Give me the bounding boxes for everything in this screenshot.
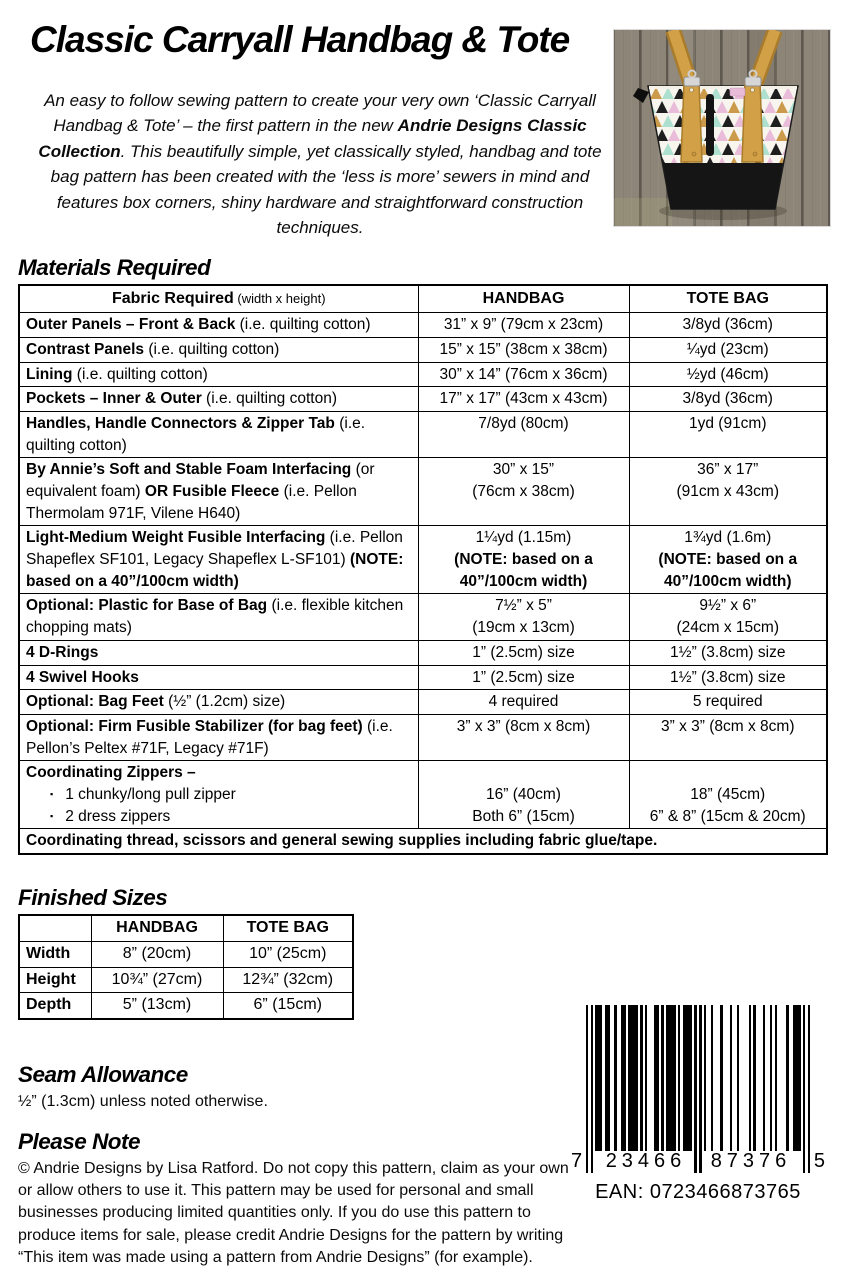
materials-row xyxy=(19,362,827,387)
material-tote-value: 1½” (3.8cm) size xyxy=(629,665,827,690)
materials-row xyxy=(19,665,827,690)
finished-sizes-row xyxy=(19,967,353,993)
material-tote-value: 36” x 17” (91cm x 43cm) xyxy=(629,458,827,526)
finished-tote-value: 10” (25cm) xyxy=(223,941,353,967)
barcode-bar xyxy=(694,1005,696,1173)
materials-table xyxy=(18,284,828,855)
material-tote-value: 3/8yd (36cm) xyxy=(629,387,827,412)
finished-dimension-label: Depth xyxy=(19,993,91,1019)
barcode xyxy=(571,1005,825,1217)
ean-label: EAN: 0723466873765 xyxy=(595,1181,801,1203)
material-label: By Annie’s Soft and Stable Foam Interfacing (or equivalent foam) OR Fusible Fleece (i.e. Pellon Thermolam 971F, Vilene H640) xyxy=(19,458,418,526)
barcode-bar xyxy=(605,1005,610,1151)
materials-header-row xyxy=(19,285,827,313)
handbag-photo-illustration xyxy=(614,30,830,226)
materials-row xyxy=(19,313,827,338)
material-label: Optional: Firm Fusible Stabilizer (for bag feet) (i.e. Pellon’s Peltex #71F, Legacy #71F) xyxy=(19,714,418,760)
material-label: Handles, Handle Connectors & Zipper Tab (i.e. quilting cotton) xyxy=(19,411,418,457)
material-tote-value: 1yd (91cm) xyxy=(629,411,827,457)
bag-base-panel xyxy=(663,163,783,209)
materials-footer-note: Coordinating thread, scissors and general sewing supplies including fabric glue/tape. xyxy=(19,829,827,854)
bag-label xyxy=(730,88,745,96)
materials-row xyxy=(19,526,827,594)
seam-allowance-text: ½” (1.3cm) unless noted otherwise. xyxy=(18,1093,268,1111)
barcode-bar xyxy=(654,1005,659,1151)
material-label: Contrast Panels (i.e. quilting cotton) xyxy=(19,337,418,362)
barcode-bar xyxy=(595,1005,602,1151)
col-header-fabric: Fabric Required (width x height) xyxy=(19,285,418,313)
material-handbag-value: 17” x 17” (43cm x 43cm) xyxy=(418,387,629,412)
barcode-bar xyxy=(704,1005,706,1151)
material-label: 4 D-Rings xyxy=(19,640,418,665)
barcode-bar xyxy=(591,1005,593,1173)
material-tote-value: ½yd (46cm) xyxy=(629,362,827,387)
material-label: Light-Medium Weight Fusible Interfacing (i.e. Pellon Shapeflex SF101, Legacy Shapeflex L-SF101) (NOTE: based on a 40”/100cm width) xyxy=(19,526,418,594)
material-handbag-value: 15” x 15” (38cm x 38cm) xyxy=(418,337,629,362)
barcode-bar xyxy=(614,1005,616,1151)
col-header-tote: TOTE BAG xyxy=(629,285,827,313)
barcode-bar xyxy=(661,1005,663,1151)
material-handbag-value: 4 required xyxy=(418,690,629,715)
bullet-icon: ▪ xyxy=(50,810,54,821)
barcode-bar xyxy=(803,1005,805,1173)
material-label: Lining (i.e. quilting cotton) xyxy=(19,362,418,387)
material-handbag-value: 1” (2.5cm) size xyxy=(418,640,629,665)
material-handbag-value: 30” x 14” (76cm x 36cm) xyxy=(418,362,629,387)
barcode-bar xyxy=(793,1005,800,1151)
barcode-bar xyxy=(730,1005,732,1151)
material-handbag-value: 7½” x 5” (19cm x 13cm) xyxy=(418,594,629,640)
material-handbag-value: 1¼yd (1.15m) (NOTE: based on a 40”/100cm width) xyxy=(418,526,629,594)
material-tote-value: 9½” x 6” (24cm x 15cm) xyxy=(629,594,827,640)
material-tote-value: 1¾yd (1.6m) (NOTE: based on a 40”/100cm width) xyxy=(629,526,827,594)
finished-tote-value: 12¾” (32cm) xyxy=(223,967,353,993)
finished-dimension-label: Height xyxy=(19,967,91,993)
finished-sizes-body xyxy=(19,941,353,1019)
material-handbag-value: 7/8yd (80cm) xyxy=(418,411,629,457)
barcode-bar xyxy=(753,1005,755,1151)
barcode-bar xyxy=(678,1005,680,1151)
seam-allowance-heading: Seam Allowance xyxy=(18,1062,188,1088)
finished-sizes-header-row xyxy=(19,915,353,941)
product-photo xyxy=(613,29,831,227)
intro-text-bold: Andrie Designs Classic Collection xyxy=(38,116,587,161)
finished-sizes-heading: Finished Sizes xyxy=(18,885,168,911)
finished-sizes-table xyxy=(18,914,354,1020)
finished-sizes-row xyxy=(19,941,353,967)
barcode-bar xyxy=(711,1005,713,1151)
barcode-bar xyxy=(775,1005,777,1151)
materials-row xyxy=(19,387,827,412)
materials-row xyxy=(19,761,827,829)
finished-handbag-value: 5” (13cm) xyxy=(91,993,223,1019)
barcode-bar xyxy=(628,1005,637,1151)
material-tote-value: ¼yd (23cm) xyxy=(629,337,827,362)
barcode-bar xyxy=(763,1005,765,1151)
material-label: 4 Swivel Hooks xyxy=(19,665,418,690)
materials-heading: Materials Required xyxy=(18,254,211,280)
bullet-icon: ▪ xyxy=(50,788,54,799)
material-handbag-value: 30” x 15” (76cm x 38cm) xyxy=(418,458,629,526)
barcode-bar xyxy=(645,1005,647,1151)
intro-text-1: An easy to follow sewing pattern to create your very own ‘Classic Carryall Handbag & Tote’ – the first pattern in the new xyxy=(44,90,596,136)
intro-text-2: . This beautifully simple, yet classically styled, handbag and tote bag pattern has been created with the ‘less is more’ sewers in mind and features box corners, shiny hardware and straightforward construction techniques. xyxy=(50,141,602,238)
material-label: Pockets – Inner & Outer (i.e. quilting cotton) xyxy=(19,387,418,412)
material-tote-value: 18” (45cm) 6” & 8” (15cm & 20cm) xyxy=(629,761,827,829)
finished-handbag-value: 10¾” (27cm) xyxy=(91,967,223,993)
barcode-bar xyxy=(699,1005,701,1173)
material-handbag-value: 31” x 9” (79cm x 23cm) xyxy=(418,313,629,338)
materials-footer-row xyxy=(19,829,827,854)
material-tote-value: 5 required xyxy=(629,690,827,715)
materials-row xyxy=(19,714,827,760)
finished-tote-header: TOTE BAG xyxy=(223,915,353,941)
barcode-bar xyxy=(621,1005,626,1151)
barcode-bar xyxy=(720,1005,722,1151)
finished-tote-value: 6” (15cm) xyxy=(223,993,353,1019)
finished-dimension-label: Width xyxy=(19,941,91,967)
finished-sizes-row xyxy=(19,993,353,1019)
material-label: Optional: Bag Feet (½” (1.2cm) size) xyxy=(19,690,418,715)
barcode-bar xyxy=(808,1005,810,1173)
materials-table-body xyxy=(19,313,827,829)
please-note-text: © Andrie Designs by Lisa Ratford. Do not copy this pattern, claim as your own or allow others to use it. This pattern may be used for personal and small businesses producing limited quantities only. If you do use this pattern to produce items for sale, please credit Andrie Designs for the pattern by writing “This item was made using a pattern from Andrie Designs” (for example). xyxy=(18,1160,569,1266)
barcode-bar xyxy=(770,1005,772,1151)
barcode-bar xyxy=(586,1005,588,1173)
barcode-digit-last: 5 xyxy=(813,1150,825,1172)
barcode-digit-group-2: 87376 xyxy=(710,1150,792,1172)
barcode-digit-first: 7 xyxy=(571,1150,583,1172)
material-handbag-value: 1” (2.5cm) size xyxy=(418,665,629,690)
barcode-bar xyxy=(786,1005,788,1151)
page-title: Classic Carryall Handbag & Tote xyxy=(30,19,570,60)
material-label: Optional: Plastic for Base of Bag (i.e. flexible kitchen chopping mats) xyxy=(19,594,418,640)
material-tote-value: 3” x 3” (8cm x 8cm) xyxy=(629,714,827,760)
material-tote-value: 1½” (3.8cm) size xyxy=(629,640,827,665)
finished-handbag-value: 8” (20cm) xyxy=(91,941,223,967)
barcode-bar xyxy=(683,1005,692,1151)
zipper-pull xyxy=(706,94,714,156)
barcode-bar xyxy=(666,1005,675,1151)
please-note-heading: Please Note xyxy=(18,1129,141,1155)
materials-row xyxy=(19,690,827,715)
col-header-handbag: HANDBAG xyxy=(418,285,629,313)
intro-paragraph xyxy=(26,88,614,241)
finished-corner-cell xyxy=(19,915,91,941)
material-label: Coordinating Zippers – ▪ 1 chunky/long pull zipper ▪ 2 dress zippers xyxy=(19,761,418,829)
barcode-bar xyxy=(737,1005,739,1151)
finished-handbag-header: HANDBAG xyxy=(91,915,223,941)
material-handbag-value: 16” (40cm) Both 6” (15cm) xyxy=(418,761,629,829)
materials-row xyxy=(19,337,827,362)
barcode-digit-group-1: 23466 xyxy=(605,1150,687,1172)
bag-strap-left xyxy=(681,82,702,162)
material-label: Outer Panels – Front & Back (i.e. quilting cotton) xyxy=(19,313,418,338)
material-tote-value: 3/8yd (36cm) xyxy=(629,313,827,338)
materials-row xyxy=(19,411,827,457)
material-handbag-value: 3” x 3” (8cm x 8cm) xyxy=(418,714,629,760)
barcode-bars xyxy=(586,1005,810,1173)
barcode-bar xyxy=(640,1005,642,1151)
materials-row xyxy=(19,594,827,640)
barcode-bar xyxy=(749,1005,751,1151)
pattern-back-cover xyxy=(0,19,841,1266)
materials-row xyxy=(19,640,827,665)
materials-row xyxy=(19,458,827,526)
